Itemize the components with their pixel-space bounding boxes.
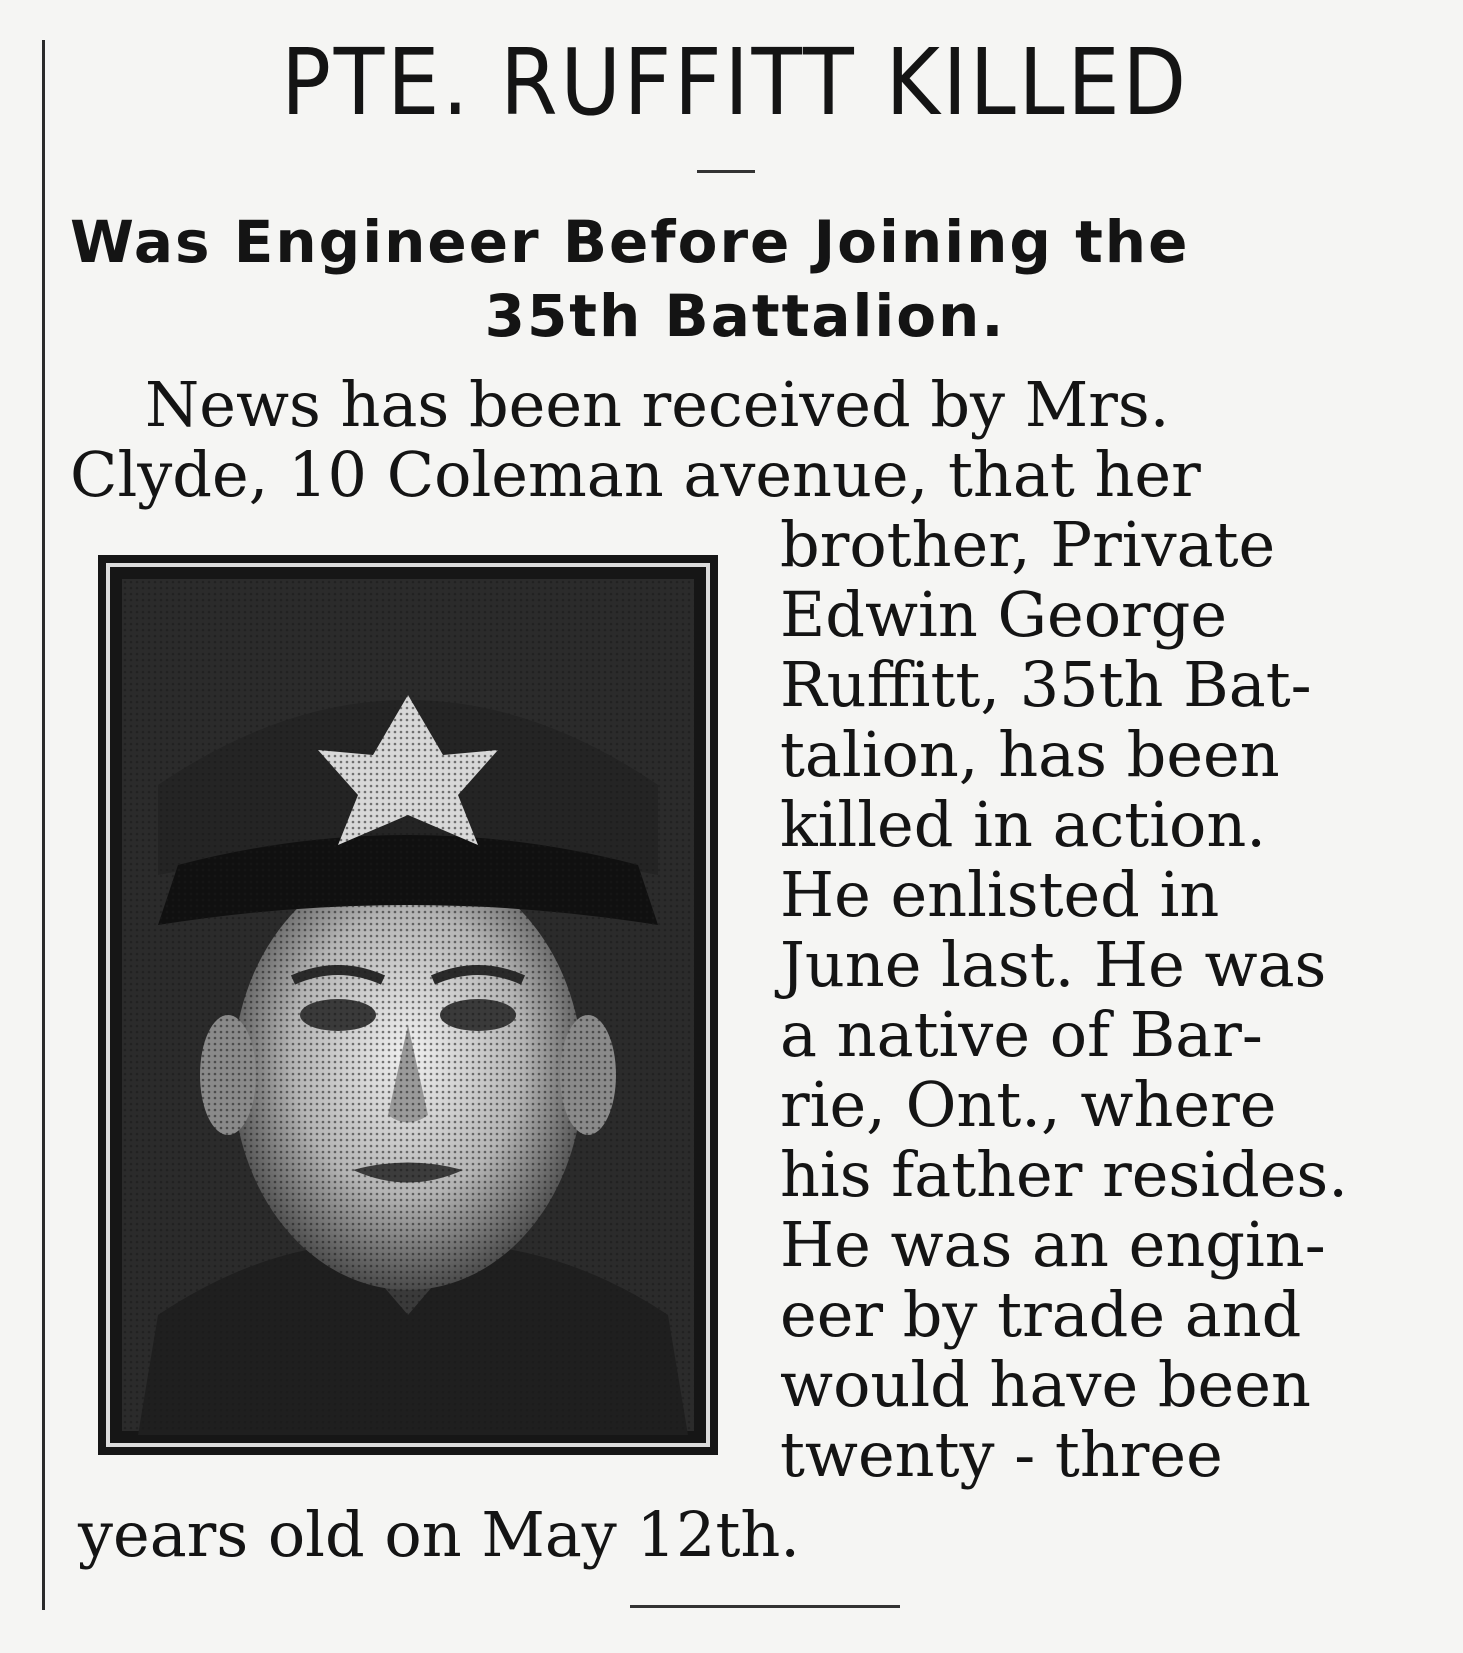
body-line: a native of Bar- (780, 998, 1263, 1071)
body-line: years old on May 12th. (78, 1498, 800, 1571)
body-line: talion, has been (780, 718, 1280, 791)
body-line: killed in action. (780, 788, 1267, 861)
subheadline (70, 205, 1420, 353)
subheadline-line-1: Was Engineer Before Joining the (70, 208, 1190, 276)
headline: PTE. RUFFITT KILLED (281, 29, 1189, 136)
body-line-text: brother, Private (780, 508, 1276, 581)
body-line: June last. He was (780, 928, 1327, 1001)
headline-divider (697, 170, 755, 173)
soldier-portrait-icon (98, 555, 718, 1455)
soldier-portrait-photo (98, 555, 718, 1455)
body-line: He enlisted in (780, 858, 1220, 931)
column-rule (42, 40, 45, 1610)
body-line: rie, Ont., where (780, 1068, 1277, 1141)
body-line: Edwin George (780, 578, 1228, 651)
body-line (780, 510, 1420, 580)
body-line: his father resides. (780, 1138, 1348, 1211)
body-line: He was an engin- (780, 1208, 1326, 1281)
body-line: eer by trade and (780, 1278, 1302, 1351)
bottom-rule (630, 1605, 900, 1608)
body-line: Ruffitt, 35th Bat- (780, 648, 1312, 721)
subheadline-line-2: 35th Battalion. (484, 282, 1006, 350)
body-line: would have been (780, 1348, 1311, 1421)
body-line: News has been received by Mrs. (145, 368, 1170, 441)
body-line: twenty - three (780, 1418, 1223, 1491)
body-line: Clyde, 10 Coleman avenue, that her (70, 438, 1201, 511)
